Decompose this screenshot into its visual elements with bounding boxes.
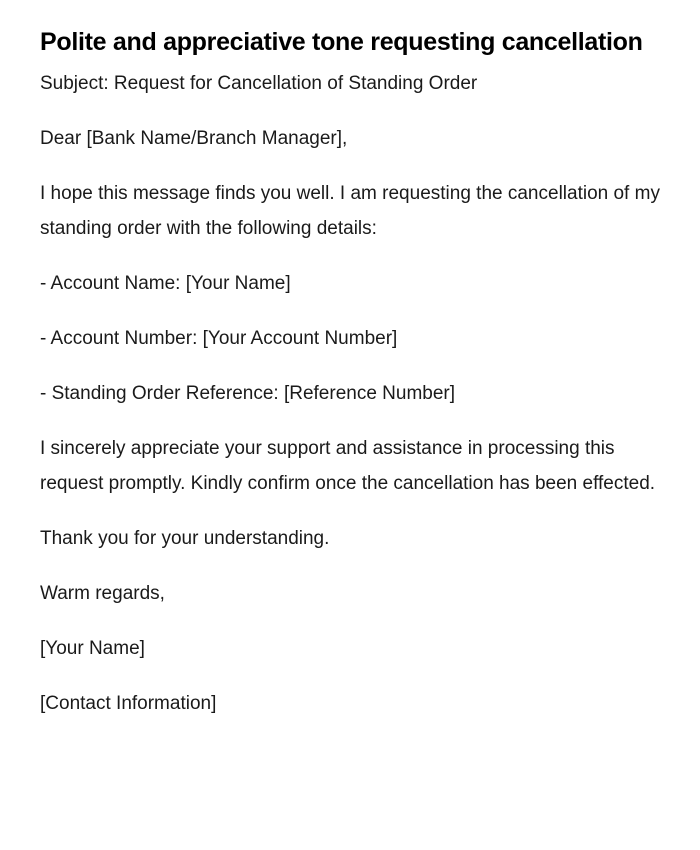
body-paragraph: I sincerely appreciate your support and assistance in processing this request promptly. Kindly confirm once the cancellation has been effected. [40, 438, 656, 494]
signature-contact: [Contact Information] [40, 693, 217, 714]
detail-standing-order-reference: - Standing Order Reference: [Reference Number] [40, 383, 456, 404]
signature-name: [Your Name] [40, 638, 145, 659]
subject-line: Subject: Request for Cancellation of Standing Order [40, 73, 478, 94]
intro-paragraph: I hope this message finds you well. I am requesting the cancellation of my standing order with the following details: [40, 183, 660, 239]
detail-account-name: - Account Name: [Your Name] [40, 273, 291, 294]
document-title: Polite and appreciative tone requesting cancellation [40, 28, 643, 56]
letter-document [40, 20, 660, 741]
salutation: Dear [Bank Name/Branch Manager], [40, 128, 348, 149]
closing-line: Warm regards, [40, 583, 165, 604]
thanks-line: Thank you for your understanding. [40, 528, 330, 549]
detail-account-number: - Account Number: [Your Account Number] [40, 328, 398, 349]
